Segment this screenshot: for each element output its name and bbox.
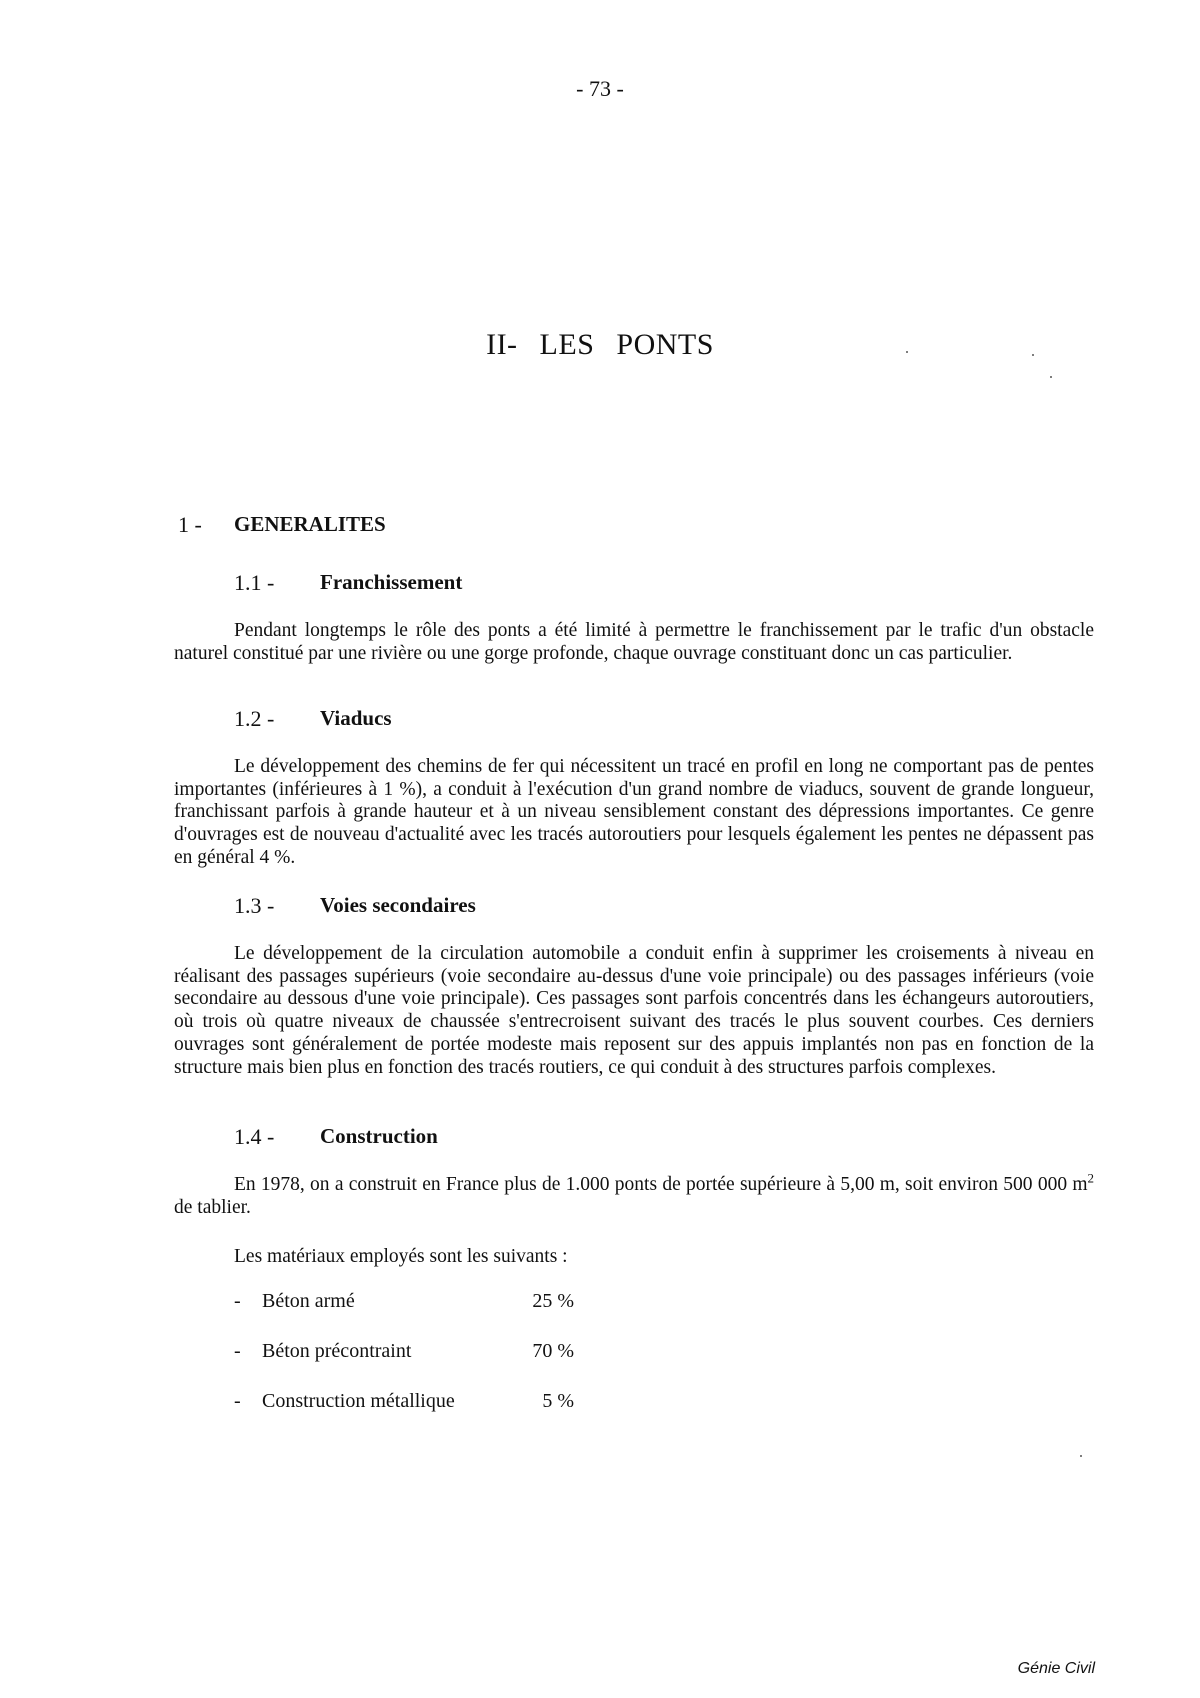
list-item [234,1340,574,1366]
section-title: GENERALITES [234,512,386,536]
paragraph-text: En 1978, on a construit en France plus de 1.000 ponts de portée supérieure à 5,00 m, soit environ 500 000 m [234,1174,1088,1195]
subsection-number: 1.4 - [234,1124,275,1149]
subsection-title: Viaducs [320,706,392,730]
paragraph-text: Pendant longtemps le rôle des ponts a été limité à permettre le franchissement par le trafic d'un obstacle naturel constitué par une rivière ou une gorge profonde, chaque ouvrage constituant donc un cas particulier. [174,620,1094,664]
paragraph-text: Le développement de la circulation automobile a conduit enfin à supprimer les croisements à niveau en réalisant des passages supérieurs (voie secondaire au-dessus d'une voie principale) ou des passages inférieurs (voie secondaire au dessous d'une voie principale). Ces passages sont parfois concentrés dans les échangeurs autoroutiers, où trois où quatre niveaux de chaussée s'entrecroisent suivant des tracés le plus souvent courbes. Ces derniers ouvrages sont généralement de portée modeste mais reposent sur des appuis implantés non pas en fonction de la structure mais bien plus en fonction des tracés routiers, ce qui conduit à des structures parfois complexes. [174,943,1094,1078]
subsection-title: Franchissement [320,570,463,594]
material-value: 5 % [542,1390,574,1412]
subsection-number: 1.3 - [234,893,275,918]
list-item [234,1390,574,1416]
scan-speck [906,351,908,353]
section-heading [178,512,578,540]
page-number: - 73 - [576,76,624,101]
paragraph-voies-secondaires [174,943,1094,1079]
paragraph-viaducs [174,756,1094,870]
superscript: 2 [1087,1170,1094,1186]
scan-speck [1032,354,1034,356]
subsection-heading [234,706,634,734]
subsection-number: 1.2 - [234,706,275,731]
subsection-title: Voies secondaires [320,893,476,917]
subsection-heading [234,570,634,598]
list-bullet: - [234,1340,241,1362]
list-bullet: - [234,1290,241,1312]
subsection-heading [234,893,634,921]
paragraph-text-end: de tablier. [174,1196,251,1218]
subsection-number: 1.1 - [234,570,275,595]
paragraph-franchissement [174,620,1094,665]
chapter-title: II- LES PONTS [486,328,714,361]
scan-speck [1080,1455,1082,1457]
materials-intro: Les matériaux employés sont les suivants : [234,1246,568,1267]
material-label: Béton armé [262,1290,355,1312]
scan-speck [1050,376,1052,378]
list-bullet: - [234,1390,241,1412]
material-value: 25 % [532,1290,574,1312]
material-label: Construction métallique [262,1390,455,1412]
footer-label: Génie Civil [1017,1660,1095,1677]
material-value: 70 % [532,1340,574,1362]
materials-list [234,1290,574,1420]
paragraph-construction [174,1170,1094,1219]
section-number: 1 - [178,512,202,537]
material-label: Béton précontraint [262,1340,412,1362]
list-item [234,1290,574,1316]
paragraph-text: Le développement des chemins de fer qui nécessitent un tracé en profil en long ne comportant pas de pentes importantes (inférieures à 1 %), a conduit à l'exécution d'un grand nombre de viaducs, souvent de grande longueur, franchissant parfois à grande hauteur et à un niveau sensiblement constant des dépressions importantes. Ce genre d'ouvrages est de nouveau d'actualité avec les tracés autoroutiers pour lesquels également les pentes ne dépassent pas en général 4 %. [174,756,1094,868]
subsection-heading [234,1124,634,1152]
subsection-title: Construction [320,1124,438,1148]
